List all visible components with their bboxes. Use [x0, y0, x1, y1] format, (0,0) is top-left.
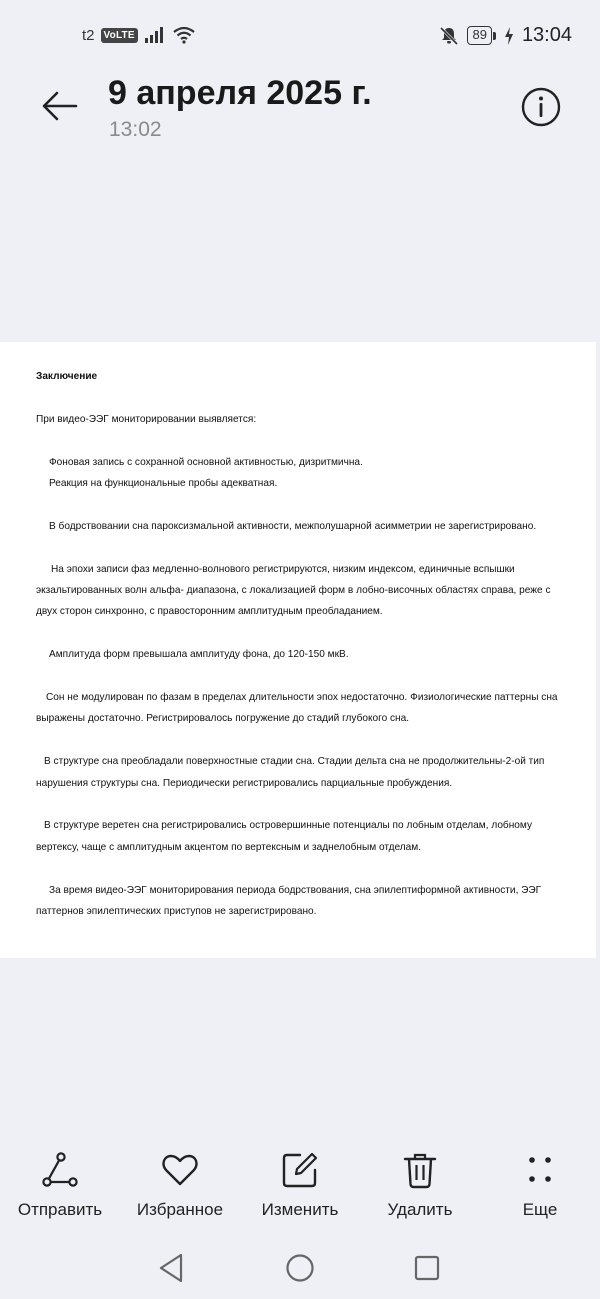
nav-back-button[interactable] — [151, 1248, 191, 1288]
document-paragraph: Сон не модулирован по фазам в пределах длительности эпох недостаточно. Физиологические паттерны сна выражены достаточно. Регистрировалось погружение до стадий глубокого сна. — [36, 692, 558, 725]
document-paragraph: В структуре веретен сна регистрировались островершинные потенциалы по лобным отделам, лобному вертексу, чаще с амплитудным акцентом по вертексным и заднелобным отделам. — [36, 820, 532, 853]
nav-back-icon — [158, 1253, 184, 1283]
favorite-button[interactable] — [125, 1150, 235, 1220]
back-button[interactable] — [38, 84, 82, 128]
delete-label: Удалить — [387, 1200, 453, 1219]
edit-button[interactable] — [245, 1150, 355, 1220]
nav-recents-icon — [413, 1254, 441, 1282]
more-dots-icon — [520, 1150, 560, 1190]
header — [0, 72, 600, 152]
info-button[interactable] — [520, 86, 562, 128]
document-heading: Заключение — [36, 371, 98, 382]
document-paragraph: В бодрствовании сна пароксизмальной активности, межполушарной асимметрии не зарегистрировано. — [49, 520, 537, 532]
status-right — [439, 24, 572, 47]
nav-home-button[interactable] — [280, 1248, 320, 1288]
more-button[interactable] — [485, 1150, 595, 1220]
back-arrow-icon — [42, 91, 78, 121]
nav-recents-button[interactable] — [407, 1248, 447, 1288]
document-paragraph: Реакция на функциональные пробы адекватная. — [49, 478, 278, 489]
system-nav-bar — [0, 1248, 600, 1288]
bell-muted-icon — [439, 26, 459, 46]
heart-icon — [160, 1150, 200, 1190]
edit-icon — [280, 1150, 320, 1190]
trash-icon — [400, 1150, 440, 1190]
document-paragraph: При видео-ЭЭГ мониторировании выявляется: — [36, 413, 257, 425]
document-paragraph: Фоновая запись с сохранной основной активностью, дизритмична. — [49, 456, 363, 468]
status-left — [82, 26, 196, 44]
volte-badge: VoLTE — [101, 28, 138, 43]
page-title: 9 апреля 2025 г. — [108, 74, 372, 112]
carrier-label: t2 — [82, 26, 95, 44]
delete-button[interactable] — [365, 1150, 475, 1220]
nav-home-icon — [285, 1253, 315, 1283]
page-subtitle-time: 13:02 — [109, 118, 162, 141]
share-button[interactable] — [5, 1150, 115, 1220]
favorite-label: Избранное — [136, 1200, 224, 1219]
battery-indicator — [467, 26, 495, 45]
document-image[interactable] — [0, 342, 596, 958]
status-time: 13:04 — [521, 24, 572, 46]
battery-level: 89 — [467, 26, 491, 45]
status-bar — [0, 0, 600, 76]
document-paragraph: За время видео-ЭЭГ мониторирования периода бодрствования, сна эпилептиформной активности, ЭЭГ паттернов эпилептических приступов не зарегистрировано. — [36, 884, 542, 918]
edit-label: Изменить — [261, 1200, 339, 1219]
document-paragraph: В структуре сна преобладали поверхностные стадии сна. Стадии дельта сна не продолжительны-2-ой тип нарушения структуры сна. Периодически регистрировались парциальные пробуждения. — [36, 756, 545, 789]
info-icon — [520, 86, 562, 128]
document-paragraph: Амплитуда форм превышала амплитуду фона, до 120-150 мкВ. — [49, 649, 349, 661]
document-paragraph: На эпохи записи фаз медленно-волнового регистрируются, низким индексом, единичные вспышки экзальтированных волн альфа- диапазона, с локализацией форм в лобно-височных областях справа, реже с двух сторон синхронно, с правосторонним амплитудным преобладанием. — [36, 563, 551, 618]
share-label: Отправить — [17, 1200, 103, 1219]
charging-icon — [504, 27, 514, 45]
share-icon — [40, 1150, 80, 1190]
more-label: Еще — [522, 1200, 558, 1219]
signal-icon — [144, 26, 166, 44]
wifi-icon — [172, 26, 196, 44]
bottom-toolbar — [0, 1150, 600, 1230]
